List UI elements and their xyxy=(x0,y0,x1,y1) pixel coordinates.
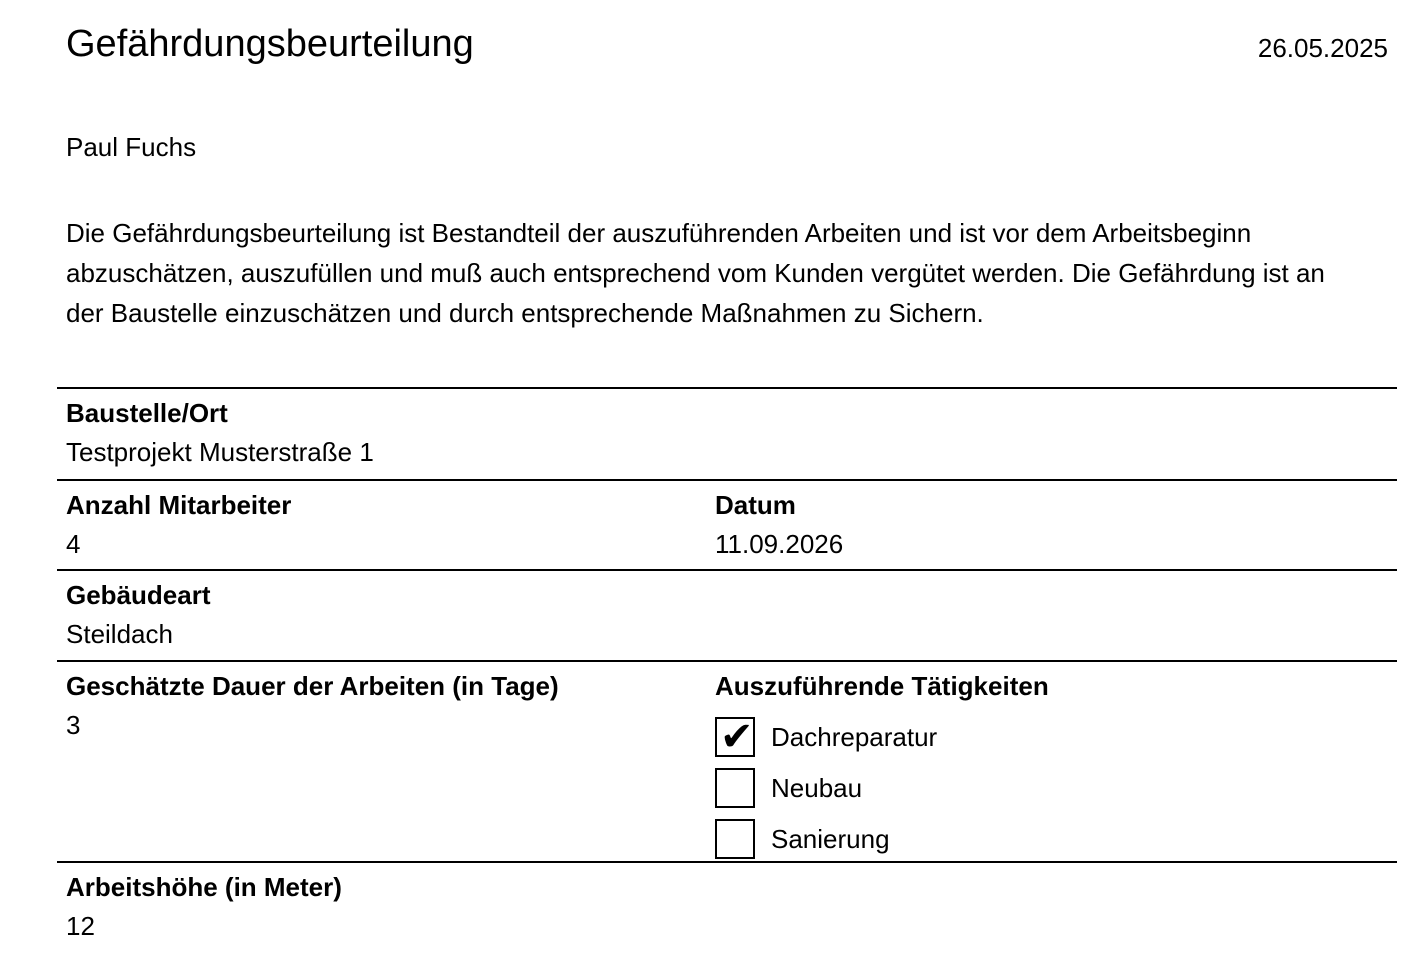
checkbox-dachreparatur[interactable] xyxy=(715,713,755,760)
field-building-type xyxy=(57,571,1397,660)
field-duration-value: 3 xyxy=(66,710,81,740)
field-site xyxy=(57,389,1397,479)
field-date-value: 11.09.2026 xyxy=(715,529,844,559)
field-employees xyxy=(57,481,707,569)
activity-option-sanierung xyxy=(715,813,1397,864)
field-height-value: 12 xyxy=(66,911,95,941)
field-duration xyxy=(57,662,707,861)
intro-paragraph: Die Gefährdungsbeurteilung ist Bestandteil der auszuführenden Arbeiten und ist vor dem Arbeitsbeginn abzuschätzen, auszufüllen und muß auch entsprechend vom Kunden vergütet werden. Die Gefährdung ist an der Baustelle einzuschätzen und durch entsprechende Maßnahmen zu Sichern. xyxy=(66,218,1325,328)
field-site-label: Baustelle/Ort xyxy=(66,398,228,428)
activity-option-dachreparatur xyxy=(715,711,1397,762)
checkbox-sanierung[interactable] xyxy=(715,819,755,859)
activity-label-neubau: Neubau xyxy=(771,772,863,803)
field-site-value: Testprojekt Musterstraße 1 xyxy=(66,437,374,467)
document-date: 26.05.2025 xyxy=(1257,33,1388,63)
document-title: Gefährdungsbeurteilung xyxy=(66,23,474,65)
activity-label-dachreparatur: Dachreparatur xyxy=(771,721,938,752)
field-height xyxy=(57,863,1397,951)
field-building-type-label: Gebäudeart xyxy=(66,580,211,610)
activity-option-neubau xyxy=(715,762,1397,813)
field-employees-label: Anzahl Mitarbeiter xyxy=(66,490,292,520)
field-date-label: Datum xyxy=(715,490,796,520)
field-employees-value: 4 xyxy=(66,529,81,559)
author-name: Paul Fuchs xyxy=(66,132,197,162)
form-row-duration-activities xyxy=(57,660,1397,861)
checkbox-neubau[interactable] xyxy=(715,768,755,808)
field-activities xyxy=(707,662,1397,861)
activity-label-sanierung: Sanierung xyxy=(771,823,890,854)
form-row-height xyxy=(57,861,1397,951)
assessment-form xyxy=(57,387,1397,951)
form-row-site xyxy=(57,387,1397,479)
field-date xyxy=(707,481,1397,569)
field-duration-label: Geschätzte Dauer der Arbeiten (in Tage) xyxy=(66,671,559,701)
field-height-label: Arbeitshöhe (in Meter) xyxy=(66,872,342,902)
form-row-employees-date xyxy=(57,479,1397,569)
form-row-building-type xyxy=(57,569,1397,660)
activities-checklist xyxy=(715,711,1397,864)
checkmark-icon: ✔ xyxy=(720,713,754,760)
field-building-type-value: Steildach xyxy=(66,619,173,649)
field-activities-label: Auszuführende Tätigkeiten xyxy=(715,671,1049,701)
